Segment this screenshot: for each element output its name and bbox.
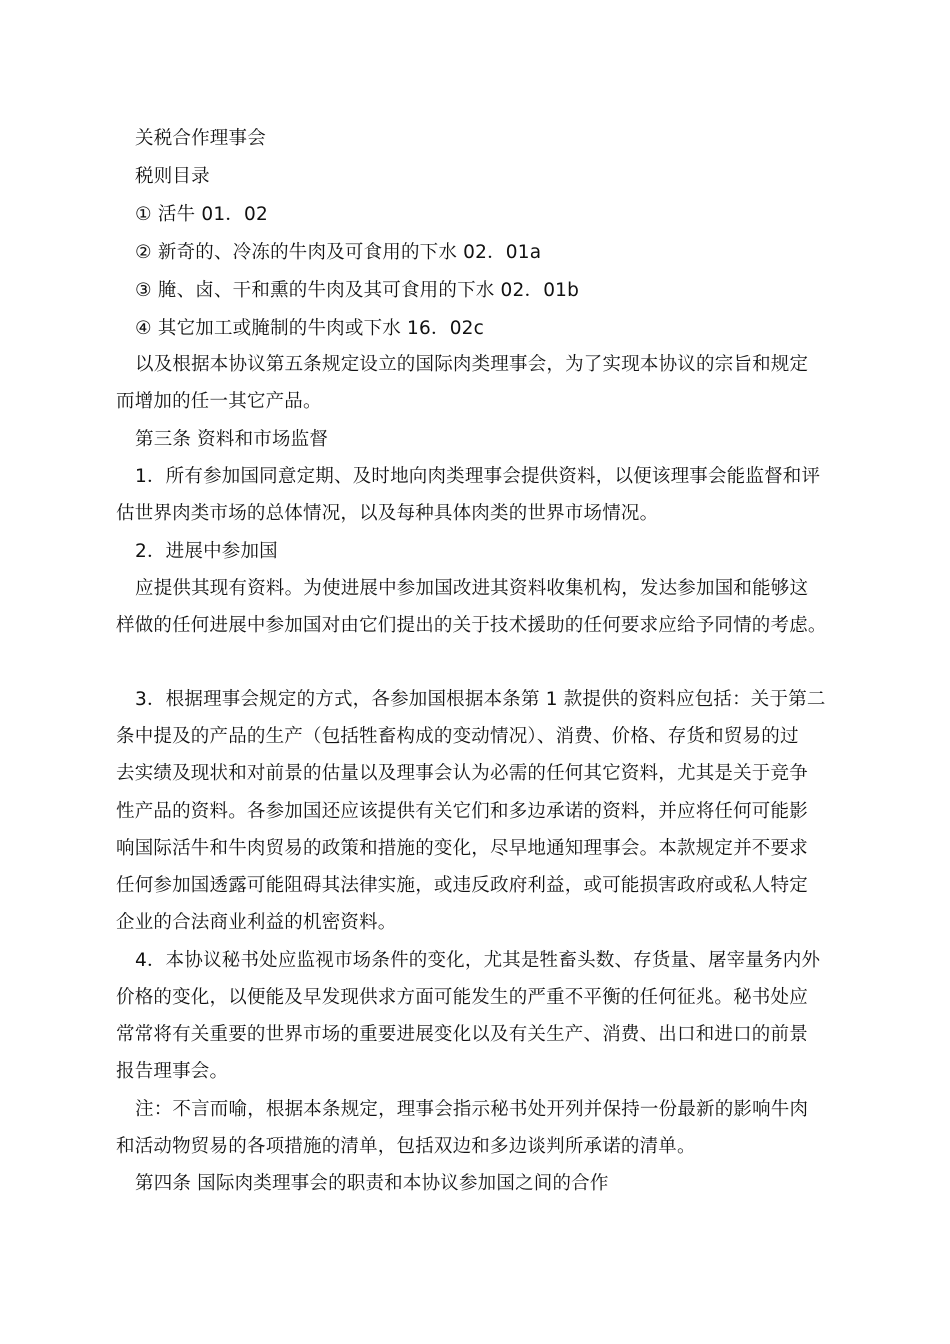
paragraph-line: 性产品的资料。各参加国还应该提供有关它们和多边承诺的资料，并应将任何可能影 [116,801,808,822]
heading-council: 关税合作理事会 [135,128,266,149]
note-line: 注：不言而喻，根据本条规定，理事会指示秘书处开列并保持一份最新的影响牛肉 [135,1099,809,1120]
paragraph-line: 而增加的任一其它产品。 [116,391,322,412]
paragraph-line: 4．本协议秘书处应监视市场条件的变化，尤其是牲畜头数、存货量、屠宰量务内外 [135,950,821,971]
list-item-processed-beef: ④ 其它加工或腌制的牛肉或下水 16．02c [135,318,484,339]
article-3-title: 第三条 资料和市场监督 [135,429,329,450]
paragraph-line: 常常将有关重要的世界市场的重要进展变化以及有关生产、消费、出口和进口的前景 [116,1024,808,1045]
paragraph-line: 报告理事会。 [116,1061,229,1082]
paragraph-line: 应提供其现有资料。为使进展中参加国改进其资料收集机构，发达参加国和能够这 [135,578,809,599]
heading-tariff-catalog: 税则目录 [135,166,210,187]
paragraph-line: 样做的任何进展中参加国对由它们提出的关于技术援助的任何要求应给予同情的考虑。 [116,615,827,636]
paragraph-line: 条中提及的产品的生产（包括牲畜构成的变动情况）、消费、价格、存货和贸易的过 [116,726,799,747]
note-line: 和活动物贸易的各项措施的清单，包括双边和多边谈判所承诺的清单。 [116,1136,696,1157]
clause-2-title: 2．进展中参加国 [135,541,278,562]
paragraph-line: 去实绩及现状和对前景的估量以及理事会认为必需的任何其它资料，尤其是关于竞争 [116,763,808,784]
paragraph-line: 任何参加国透露可能阻碍其法律实施，或违反政府利益，或可能损害政府或私人特定 [116,875,808,896]
paragraph-line: 以及根据本协议第五条规定设立的国际肉类理事会，为了实现本协议的宗旨和规定 [135,354,809,375]
paragraph-line: 价格的变化，以便能及早发现供求方面可能发生的严重不平衡的任何征兆。秘书处应 [116,987,808,1008]
paragraph-line: 企业的合法商业利益的机密资料。 [116,912,397,933]
paragraph-line: 响国际活牛和牛肉贸易的政策和措施的变化，尽早地通知理事会。本款规定并不要求 [116,838,808,859]
list-item-salted-dried-beef: ③ 腌、卤、干和熏的牛肉及其可食用的下水 02．01b [135,280,580,301]
paragraph-line: 估世界肉类市场的总体情况，以及每种具体肉类的世界市场情况。 [116,503,659,524]
list-item-live-cattle: ① 活牛 01．02 [135,204,268,225]
paragraph-line: 3．根据理事会规定的方式，各参加国根据本条第 1 款提供的资料应包括：关于第二 [135,689,826,710]
list-item-fresh-frozen-beef: ② 新奇的、冷冻的牛肉及可食用的下水 02．01a [135,242,542,263]
article-4-title: 第四条 国际肉类理事会的职责和本协议参加国之间的合作 [135,1173,609,1194]
paragraph-line: 1．所有参加国同意定期、及时地向肉类理事会提供资料，以便该理事会能监督和评 [135,466,821,487]
